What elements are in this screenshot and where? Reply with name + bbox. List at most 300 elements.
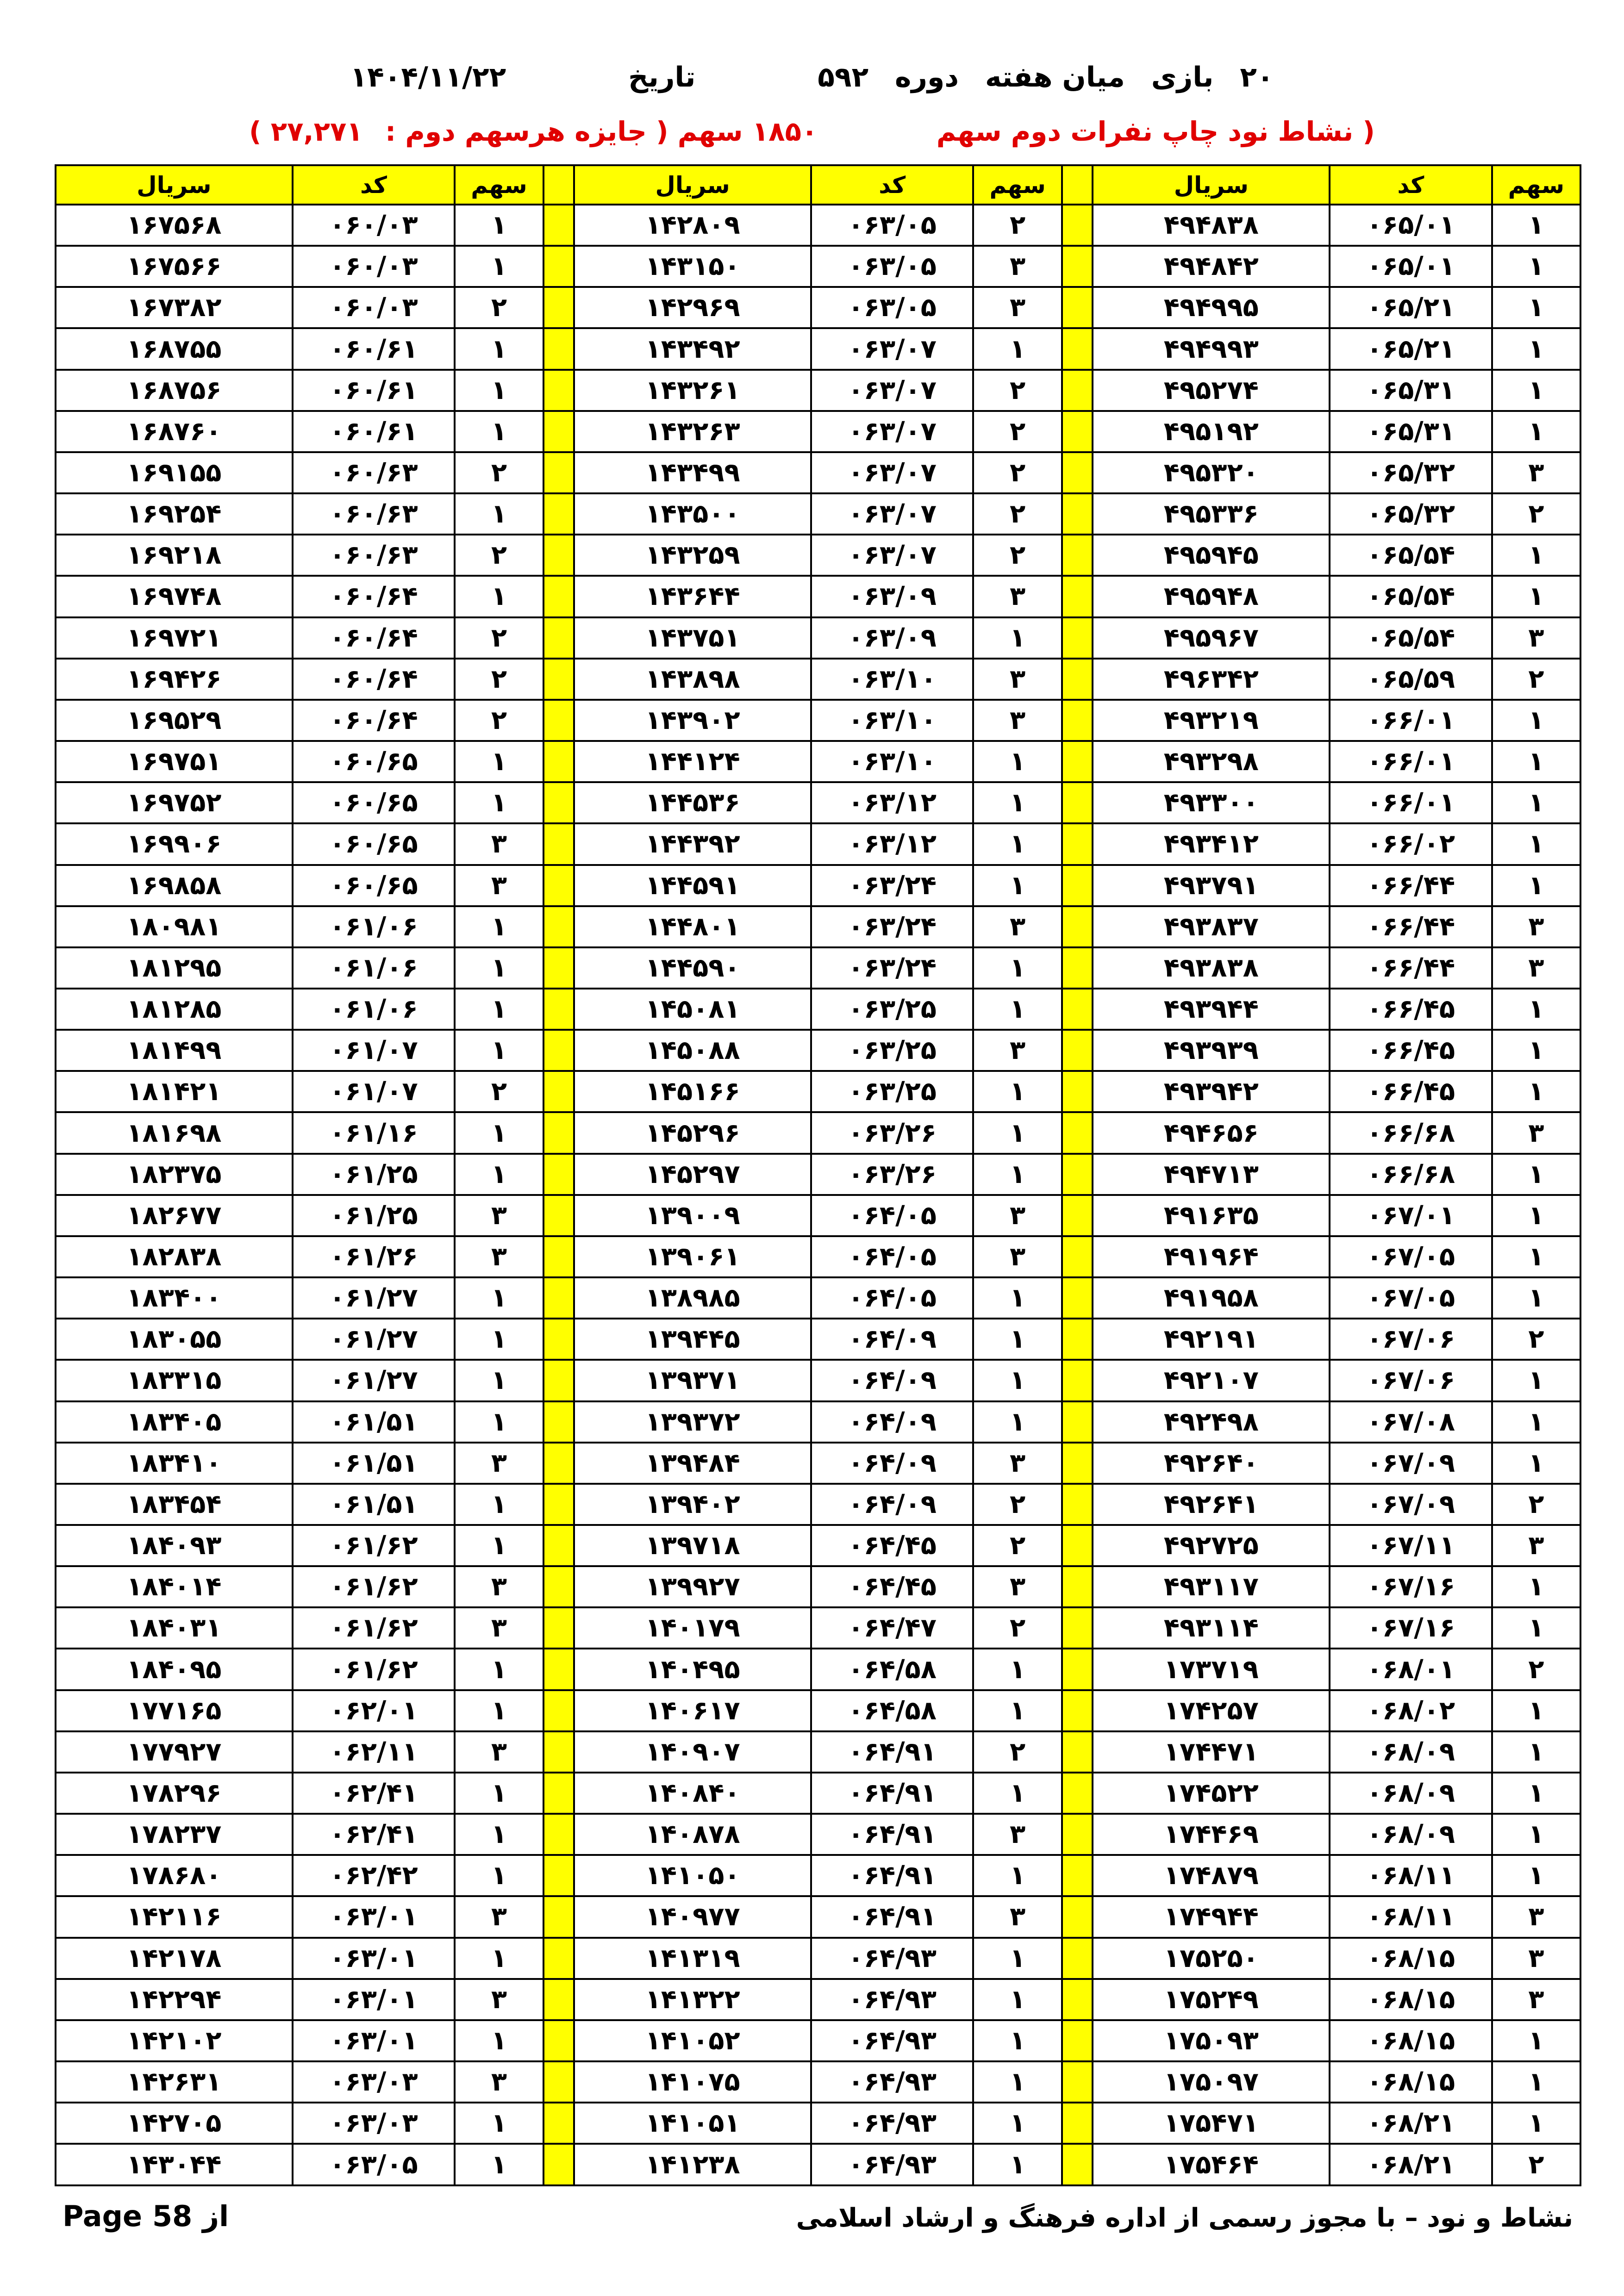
- column-separator: [1062, 2103, 1093, 2144]
- serial-cell: ۱۴۴۵۹۱: [574, 865, 811, 906]
- code-cell: ۰۶۸/۰۹: [1330, 1773, 1492, 1814]
- table-row: [56, 1814, 1580, 1855]
- code-cell: ۰۶۸/۱۵: [1330, 2020, 1492, 2061]
- serial-cell: ۱۶۹۱۵۵: [56, 452, 293, 493]
- code-cell: ۰۶۶/۰۱: [1330, 700, 1492, 741]
- code-cell: ۰۶۸/۱۵: [1330, 2061, 1492, 2103]
- code-cell: ۰۶۳/۰۳: [293, 2103, 455, 2144]
- table-row: [56, 1360, 1580, 1401]
- share-cell: ۳: [1492, 1896, 1580, 1937]
- code-cell: ۰۶۳/۰۱: [293, 1896, 455, 1937]
- serial-cell: ۱۷۸۲۹۶: [56, 1773, 293, 1814]
- serial-cell: ۱۶۹۲۵۴: [56, 493, 293, 535]
- code-cell: ۰۶۳/۱۰: [811, 741, 973, 782]
- round-label: دوره: [895, 61, 959, 93]
- serial-cell: ۱۷۵۴۷۱: [1093, 2103, 1330, 2144]
- share-cell: ۳: [973, 246, 1062, 287]
- col-header-serial: سریال: [1093, 165, 1330, 205]
- table-row: [56, 452, 1580, 493]
- code-cell: ۰۶۸/۲۱: [1330, 2103, 1492, 2144]
- code-cell: ۰۶۰/۰۳: [293, 246, 455, 287]
- share-cell: ۲: [973, 452, 1062, 493]
- column-separator: [1062, 947, 1093, 989]
- code-cell: ۰۶۷/۰۱: [1330, 1195, 1492, 1236]
- table-row: [56, 411, 1580, 452]
- code-cell: ۰۶۱/۲۵: [293, 1154, 455, 1195]
- serial-cell: ۱۴۳۹۰۲: [574, 700, 811, 741]
- results-table: [55, 164, 1581, 2186]
- code-cell: ۰۶۰/۶۴: [293, 617, 455, 659]
- serial-cell: ۴۹۲۶۴۰: [1093, 1443, 1330, 1484]
- serial-cell: ۱۶۸۷۵۵: [56, 328, 293, 369]
- code-cell: ۰۶۱/۶۲: [293, 1649, 455, 1690]
- serial-cell: ۱۶۹۹۰۶: [56, 823, 293, 865]
- code-cell: ۰۶۱/۲۷: [293, 1319, 455, 1360]
- share-cell: ۲: [1492, 2144, 1580, 2185]
- share-cell: ۱: [1492, 328, 1580, 369]
- column-separator: [543, 700, 575, 741]
- serial-cell: ۴۹۳۱۱۴: [1093, 1607, 1330, 1649]
- column-separator: [1062, 535, 1093, 576]
- share-cell: ۳: [973, 576, 1062, 617]
- serial-cell: ۱۳۹۴۸۴: [574, 1443, 811, 1484]
- column-separator: [1062, 782, 1093, 823]
- share-cell: ۱: [1492, 205, 1580, 246]
- code-cell: ۰۶۰/۶۴: [293, 576, 455, 617]
- column-separator: [1062, 1649, 1093, 1690]
- serial-cell: ۱۷۴۴۶۹: [1093, 1814, 1330, 1855]
- table-row: [56, 700, 1580, 741]
- column-separator: [1062, 2061, 1093, 2103]
- table-row: [56, 370, 1580, 411]
- column-separator: [1062, 1896, 1093, 1937]
- column-separator: [1062, 1979, 1093, 2020]
- table-row: [56, 1484, 1580, 1525]
- table-row: [56, 1773, 1580, 1814]
- share-cell: ۲: [455, 452, 543, 493]
- code-cell: ۰۶۵/۳۱: [1330, 411, 1492, 452]
- serial-cell: ۴۹۲۴۹۸: [1093, 1401, 1330, 1443]
- code-cell: ۰۶۱/۵۱: [293, 1443, 455, 1484]
- code-cell: ۰۶۴/۰۹: [811, 1443, 973, 1484]
- column-separator: [543, 1443, 575, 1484]
- code-cell: ۰۶۰/۰۳: [293, 205, 455, 246]
- share-cell: ۱: [973, 1360, 1062, 1401]
- code-cell: ۰۶۶/۴۵: [1330, 1071, 1492, 1112]
- serial-cell: ۱۷۴۵۲۲: [1093, 1773, 1330, 1814]
- share-cell: ۱: [1492, 576, 1580, 617]
- share-cell: ۳: [1492, 1979, 1580, 2020]
- share-cell: ۳: [973, 1443, 1062, 1484]
- table-row: [56, 1649, 1580, 1690]
- serial-cell: ۱۷۷۹۲۷: [56, 1731, 293, 1773]
- column-separator: [1062, 989, 1093, 1030]
- column-separator: [1062, 2144, 1093, 2185]
- serial-cell: ۱۳۹۳۷۲: [574, 1401, 811, 1443]
- code-cell: ۰۶۳/۰۵: [811, 246, 973, 287]
- share-cell: ۱: [455, 246, 543, 287]
- share-cell: ۱: [455, 2103, 543, 2144]
- serial-cell: ۴۹۴۹۹۵: [1093, 287, 1330, 328]
- column-separator: [1062, 1071, 1093, 1112]
- serial-cell: ۱۷۵۴۶۴: [1093, 2144, 1330, 2185]
- share-cell: ۱: [1492, 287, 1580, 328]
- share-cell: ۳: [455, 2061, 543, 2103]
- serial-cell: ۱۶۸۷۵۶: [56, 370, 293, 411]
- col-header-serial: سریال: [56, 165, 293, 205]
- serial-cell: ۱۶۷۵۶۶: [56, 246, 293, 287]
- code-cell: ۰۶۱/۵۱: [293, 1484, 455, 1525]
- table-body: [56, 205, 1580, 2185]
- share-cell: ۱: [1492, 411, 1580, 452]
- serial-cell: ۴۹۵۹۴۵: [1093, 535, 1330, 576]
- column-separator: [543, 1938, 575, 1979]
- column-separator: [543, 576, 575, 617]
- serial-cell: ۱۸۳۳۱۵: [56, 1360, 293, 1401]
- code-cell: ۰۶۳/۰۷: [811, 328, 973, 369]
- column-separator: [1062, 1484, 1093, 1525]
- column-separator: [543, 1731, 575, 1773]
- code-cell: ۰۶۱/۰۷: [293, 1071, 455, 1112]
- serial-cell: ۱۴۳۴۹۹: [574, 452, 811, 493]
- serial-cell: ۱۶۹۲۱۸: [56, 535, 293, 576]
- code-cell: ۰۶۳/۱۲: [811, 782, 973, 823]
- column-separator: [1062, 1277, 1093, 1319]
- share-cell: ۱: [455, 1360, 543, 1401]
- share-cell: ۱: [455, 1154, 543, 1195]
- share-cell: ۱: [1492, 2103, 1580, 2144]
- share-cell: ۱: [1492, 1360, 1580, 1401]
- column-separator: [543, 1566, 575, 1607]
- serial-cell: ۱۷۴۹۴۴: [1093, 1896, 1330, 1937]
- serial-cell: ۱۴۵۰۸۱: [574, 989, 811, 1030]
- serial-cell: ۴۹۲۱۹۱: [1093, 1319, 1330, 1360]
- share-cell: ۱: [973, 741, 1062, 782]
- serial-cell: ۴۹۳۴۱۲: [1093, 823, 1330, 865]
- serial-cell: ۴۹۵۹۴۸: [1093, 576, 1330, 617]
- code-cell: ۰۶۳/۲۵: [811, 1030, 973, 1071]
- code-cell: ۰۶۵/۳۲: [1330, 452, 1492, 493]
- table-row: [56, 2061, 1580, 2103]
- serial-cell: ۱۳۹۷۱۸: [574, 1525, 811, 1566]
- column-separator: [543, 823, 575, 865]
- share-cell: ۱: [455, 947, 543, 989]
- code-cell: ۰۶۶/۰۱: [1330, 741, 1492, 782]
- serial-cell: ۴۹۲۶۴۱: [1093, 1484, 1330, 1525]
- column-separator: [543, 617, 575, 659]
- code-cell: ۰۶۰/۶۵: [293, 865, 455, 906]
- share-cell: ۱: [973, 2103, 1062, 2144]
- code-cell: ۰۶۱/۰۶: [293, 947, 455, 989]
- serial-cell: ۱۸۴۰۱۴: [56, 1566, 293, 1607]
- column-separator: [1062, 1154, 1093, 1195]
- code-cell: ۰۶۸/۱۵: [1330, 1938, 1492, 1979]
- share-cell: ۱: [455, 370, 543, 411]
- serial-cell: ۱۸۲۸۳۸: [56, 1236, 293, 1277]
- share-cell: ۱: [455, 1030, 543, 1071]
- share-cell: ۱: [455, 328, 543, 369]
- share-cell: ۱: [455, 493, 543, 535]
- column-separator: [1062, 741, 1093, 782]
- column-separator: [1062, 1814, 1093, 1855]
- table-row: [56, 1855, 1580, 1896]
- code-cell: ۰۶۳/۰۳: [293, 2061, 455, 2103]
- table-row: [56, 328, 1580, 369]
- share-cell: ۱: [1492, 989, 1580, 1030]
- code-cell: ۰۶۰/۰۳: [293, 287, 455, 328]
- code-cell: ۰۶۳/۰۹: [811, 576, 973, 617]
- share-cell: ۱: [1492, 1401, 1580, 1443]
- serial-cell: ۴۹۳۱۱۷: [1093, 1566, 1330, 1607]
- share-cell: ۳: [973, 700, 1062, 741]
- share-cell: ۱: [973, 1938, 1062, 1979]
- serial-cell: ۱۴۳۲۶۱: [574, 370, 811, 411]
- code-cell: ۰۶۴/۰۹: [811, 1360, 973, 1401]
- share-cell: ۱: [973, 2061, 1062, 2103]
- serial-cell: ۱۴۰۹۰۷: [574, 1731, 811, 1773]
- share-cell: ۱: [455, 2144, 543, 2185]
- serial-cell: ۱۷۵۰۹۳: [1093, 2020, 1330, 2061]
- share-cell: ۱: [455, 1690, 543, 1731]
- code-cell: ۰۶۶/۴۴: [1330, 906, 1492, 947]
- table-row: [56, 1525, 1580, 1566]
- table-row: [56, 1071, 1580, 1112]
- column-separator: [1062, 1690, 1093, 1731]
- code-cell: ۰۶۵/۲۱: [1330, 328, 1492, 369]
- code-cell: ۰۶۴/۵۸: [811, 1649, 973, 1690]
- serial-cell: ۱۴۳۰۴۴: [56, 2144, 293, 2185]
- share-cell: ۳: [973, 1896, 1062, 1937]
- code-cell: ۰۶۴/۰۵: [811, 1195, 973, 1236]
- share-cell: ۱: [455, 1401, 543, 1443]
- game-number: ۲۰: [1240, 61, 1274, 93]
- serial-cell: ۱۳۹۹۲۷: [574, 1566, 811, 1607]
- code-cell: ۰۶۶/۴۴: [1330, 865, 1492, 906]
- share-cell: ۲: [1492, 493, 1580, 535]
- code-cell: ۰۶۷/۰۶: [1330, 1360, 1492, 1401]
- table-row: [56, 659, 1580, 700]
- share-cell: ۳: [973, 1030, 1062, 1071]
- code-cell: ۰۶۸/۰۹: [1330, 1731, 1492, 1773]
- code-cell: ۰۶۴/۰۹: [811, 1484, 973, 1525]
- serial-cell: ۱۷۴۴۷۱: [1093, 1731, 1330, 1773]
- license-footer: نشاط و نود – با مجوز رسمی از اداره فرهنگ و ارشاد اسلامی: [796, 2203, 1573, 2233]
- column-separator: [1062, 1195, 1093, 1236]
- code-cell: ۰۶۱/۲۷: [293, 1277, 455, 1319]
- serial-cell: ۱۶۹۷۴۸: [56, 576, 293, 617]
- code-cell: ۰۶۳/۰۱: [293, 1938, 455, 1979]
- serial-cell: ۱۳۹۰۶۱: [574, 1236, 811, 1277]
- code-cell: ۰۶۴/۹۱: [811, 1896, 973, 1937]
- serial-cell: ۱۴۱۰۷۵: [574, 2061, 811, 2103]
- share-cell: ۱: [455, 1938, 543, 1979]
- column-separator: [1062, 328, 1093, 369]
- code-cell: ۰۶۴/۹۱: [811, 1814, 973, 1855]
- share-cell: ۲: [1492, 1484, 1580, 1525]
- column-separator: [543, 906, 575, 947]
- share-cell: ۳: [455, 1443, 543, 1484]
- column-separator: [543, 1277, 575, 1319]
- code-cell: ۰۶۱/۶۲: [293, 1566, 455, 1607]
- serial-cell: ۱۴۵۲۹۶: [574, 1112, 811, 1153]
- share-cell: ۱: [1492, 1030, 1580, 1071]
- code-cell: ۰۶۳/۰۵: [293, 2144, 455, 2185]
- code-cell: ۰۶۲/۴۲: [293, 1855, 455, 1896]
- column-separator: [1062, 1360, 1093, 1401]
- code-cell: ۰۶۳/۲۵: [811, 1071, 973, 1112]
- share-cell: ۱: [455, 1319, 543, 1360]
- serial-cell: ۱۴۳۲۶۳: [574, 411, 811, 452]
- col-header-code: کد: [293, 165, 455, 205]
- table-row: [56, 1938, 1580, 1979]
- serial-cell: ۴۹۳۹۴۴: [1093, 989, 1330, 1030]
- table-row: [56, 782, 1580, 823]
- code-cell: ۰۶۶/۶۸: [1330, 1112, 1492, 1153]
- serial-cell: ۴۹۴۷۱۳: [1093, 1154, 1330, 1195]
- code-cell: ۰۶۴/۰۹: [811, 1319, 973, 1360]
- serial-cell: ۱۴۳۴۹۲: [574, 328, 811, 369]
- code-cell: ۰۶۷/۰۵: [1330, 1277, 1492, 1319]
- serial-cell: ۱۸۲۶۷۷: [56, 1195, 293, 1236]
- share-cell: ۱: [1492, 700, 1580, 741]
- serial-cell: ۴۹۱۹۶۴: [1093, 1236, 1330, 1277]
- share-cell: ۲: [973, 1731, 1062, 1773]
- share-cell: ۲: [1492, 1319, 1580, 1360]
- column-separator: [1062, 700, 1093, 741]
- table-row: [56, 1607, 1580, 1649]
- prize-amount: ۲۷,۲۷۱ ): [249, 116, 363, 147]
- code-cell: ۰۶۱/۰۶: [293, 989, 455, 1030]
- code-cell: ۰۶۰/۶۱: [293, 328, 455, 369]
- share-cell: ۱: [1492, 1814, 1580, 1855]
- share-cell: ۱: [455, 576, 543, 617]
- column-separator: [1062, 452, 1093, 493]
- code-cell: ۰۶۳/۲۴: [811, 906, 973, 947]
- serial-cell: ۴۹۳۸۳۷: [1093, 906, 1330, 947]
- serial-cell: ۴۹۵۲۷۴: [1093, 370, 1330, 411]
- code-cell: ۰۶۰/۶۴: [293, 700, 455, 741]
- column-separator: [1062, 1938, 1093, 1979]
- column-separator: [543, 989, 575, 1030]
- table-row: [56, 493, 1580, 535]
- share-cell: ۱: [455, 2020, 543, 2061]
- serial-cell: ۱۷۳۷۱۹: [1093, 1649, 1330, 1690]
- table-row: [56, 2020, 1580, 2061]
- code-cell: ۰۶۳/۰۷: [811, 452, 973, 493]
- serial-cell: ۱۸۳۴۱۰: [56, 1443, 293, 1484]
- code-cell: ۰۶۵/۳۲: [1330, 493, 1492, 535]
- column-separator: [543, 782, 575, 823]
- code-cell: ۰۶۳/۱۲: [811, 823, 973, 865]
- serial-cell: ۱۷۸۶۸۰: [56, 1855, 293, 1896]
- serial-cell: ۱۸۴۰۳۱: [56, 1607, 293, 1649]
- code-cell: ۰۶۰/۶۱: [293, 370, 455, 411]
- serial-cell: ۱۴۴۵۹۰: [574, 947, 811, 989]
- serial-cell: ۱۴۱۰۵۰: [574, 1855, 811, 1896]
- table-row: [56, 1979, 1580, 2020]
- share-cell: ۳: [455, 1566, 543, 1607]
- code-cell: ۰۶۷/۰۹: [1330, 1443, 1492, 1484]
- code-cell: ۰۶۳/۲۶: [811, 1112, 973, 1153]
- share-cell: ۳: [455, 1731, 543, 1773]
- table-row: [56, 1896, 1580, 1937]
- serial-cell: ۴۹۴۶۵۶: [1093, 1112, 1330, 1153]
- share-cell: ۲: [455, 700, 543, 741]
- serial-cell: ۱۷۴۸۷۹: [1093, 1855, 1330, 1896]
- share-cell: ۲: [455, 1071, 543, 1112]
- serial-cell: ۱۷۵۰۹۷: [1093, 2061, 1330, 2103]
- code-cell: ۰۶۶/۰۲: [1330, 823, 1492, 865]
- code-cell: ۰۶۸/۱۱: [1330, 1896, 1492, 1937]
- serial-cell: ۱۸۰۹۸۱: [56, 906, 293, 947]
- share-cell: ۳: [973, 1236, 1062, 1277]
- column-separator: [1062, 1855, 1093, 1896]
- share-cell: ۱: [973, 1401, 1062, 1443]
- column-separator: [543, 2061, 575, 2103]
- serial-cell: ۱۷۷۱۶۵: [56, 1690, 293, 1731]
- code-cell: ۰۶۸/۲۱: [1330, 2144, 1492, 2185]
- share-cell: ۱: [455, 1649, 543, 1690]
- share-cell: ۱: [1492, 1071, 1580, 1112]
- table-row: [56, 1566, 1580, 1607]
- code-cell: ۰۶۵/۵۴: [1330, 576, 1492, 617]
- serial-cell: ۴۹۲۷۲۵: [1093, 1525, 1330, 1566]
- share-cell: ۳: [1492, 906, 1580, 947]
- code-cell: ۰۶۳/۲۴: [811, 947, 973, 989]
- serial-cell: ۴۹۳۹۳۹: [1093, 1030, 1330, 1071]
- table-header-row: [56, 165, 1580, 205]
- serial-cell: ۱۴۲۶۳۱: [56, 2061, 293, 2103]
- share-cell: ۲: [455, 659, 543, 700]
- code-cell: ۰۶۵/۵۴: [1330, 535, 1492, 576]
- share-cell: ۳: [455, 1979, 543, 2020]
- share-cell: ۲: [973, 1484, 1062, 1525]
- code-cell: ۰۶۶/۴۵: [1330, 989, 1492, 1030]
- table-row: [56, 205, 1580, 246]
- share-cell: ۳: [973, 1195, 1062, 1236]
- page-label: Page: [62, 2199, 143, 2233]
- serial-cell: ۱۶۹۵۲۹: [56, 700, 293, 741]
- column-separator: [1062, 287, 1093, 328]
- column-separator: [1062, 823, 1093, 865]
- serial-cell: ۱۴۱۳۱۹: [574, 1938, 811, 1979]
- code-cell: ۰۶۳/۰۱: [293, 2020, 455, 2061]
- share-cell: ۳: [1492, 1112, 1580, 1153]
- table-row: [56, 1112, 1580, 1153]
- share-cell: ۱: [1492, 865, 1580, 906]
- share-cell: ۱: [1492, 1690, 1580, 1731]
- code-cell: ۰۶۴/۹۳: [811, 2020, 973, 2061]
- code-cell: ۰۶۵/۳۱: [1330, 370, 1492, 411]
- table-row: [56, 947, 1580, 989]
- code-cell: ۰۶۴/۰۵: [811, 1277, 973, 1319]
- serial-cell: ۱۴۴۱۲۴: [574, 741, 811, 782]
- column-separator: [1062, 205, 1093, 246]
- share-cell: ۱: [1492, 1731, 1580, 1773]
- code-cell: ۰۶۳/۲۴: [811, 865, 973, 906]
- code-cell: ۰۶۷/۰۸: [1330, 1401, 1492, 1443]
- table-row: [56, 2144, 1580, 2185]
- code-cell: ۰۶۶/۶۸: [1330, 1154, 1492, 1195]
- serial-cell: ۱۴۲۸۰۹: [574, 205, 811, 246]
- column-separator: [543, 1525, 575, 1566]
- code-cell: ۰۶۸/۱۱: [1330, 1855, 1492, 1896]
- share-cell: ۱: [455, 1855, 543, 1896]
- serial-cell: ۱۴۳۵۰۰: [574, 493, 811, 535]
- table-row: [56, 989, 1580, 1030]
- share-cell: ۱: [455, 989, 543, 1030]
- code-cell: ۰۶۱/۶۲: [293, 1607, 455, 1649]
